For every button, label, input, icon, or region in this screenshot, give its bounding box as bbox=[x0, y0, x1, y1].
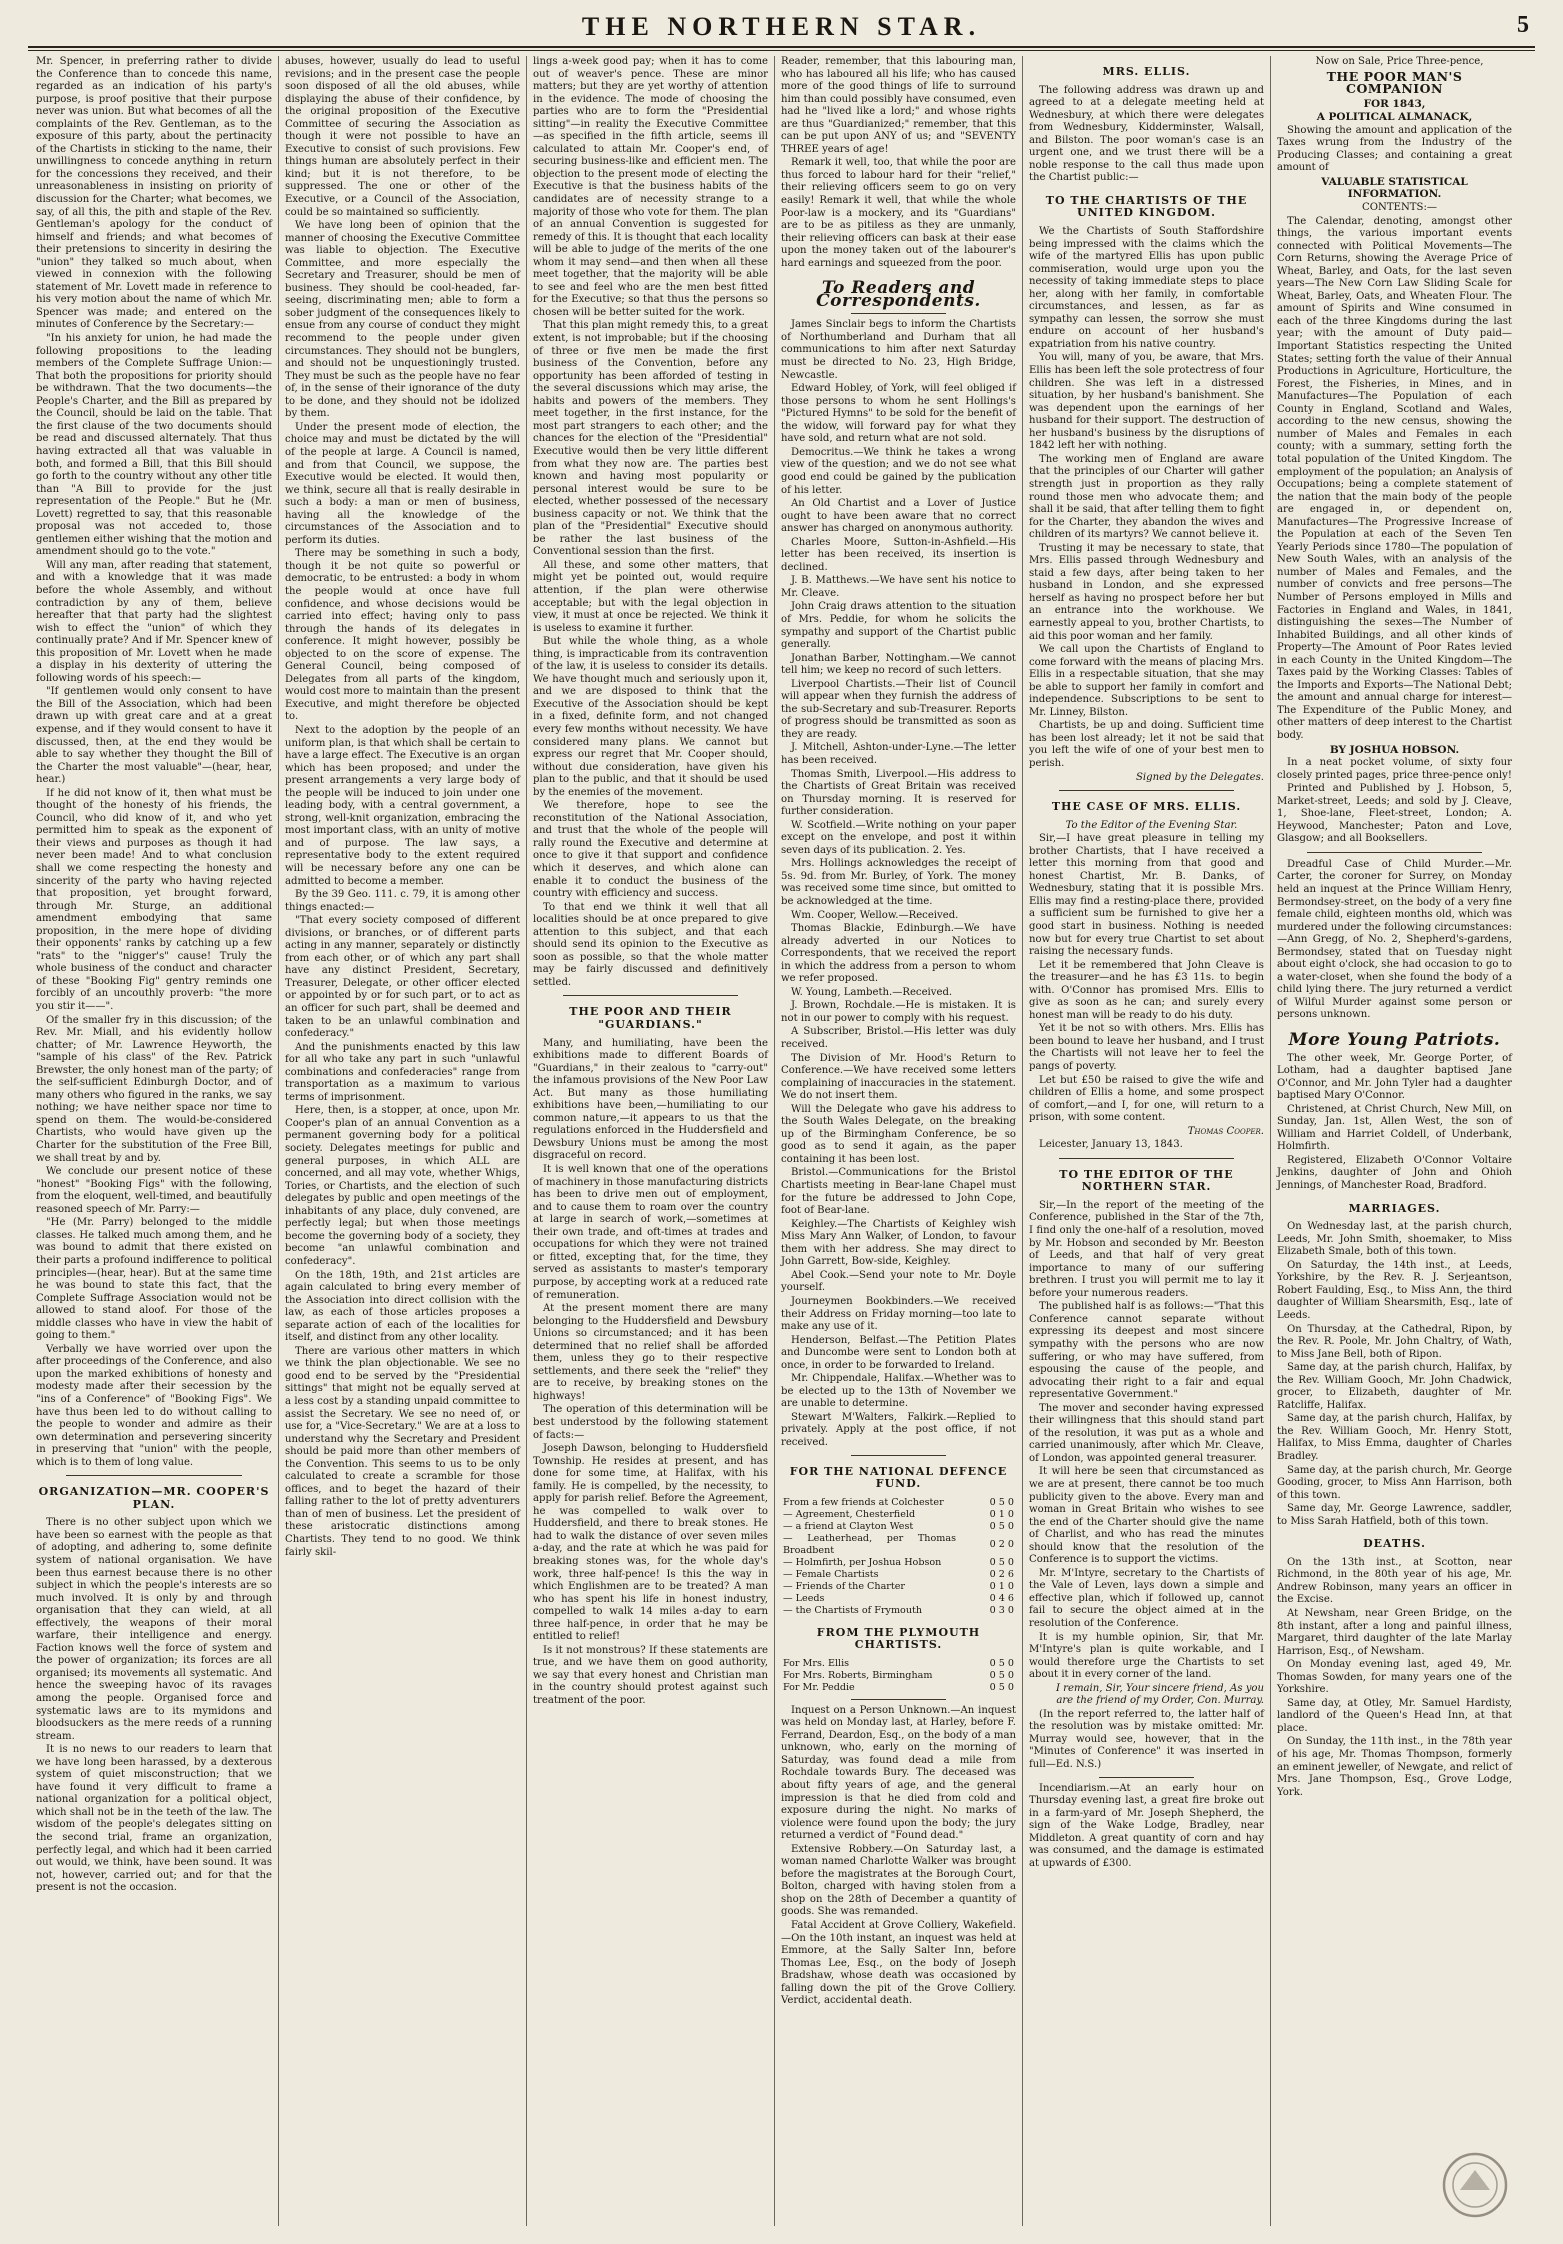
fund-row bbox=[781, 1509, 1016, 1521]
article-text: At the present moment there are many belonging to the Huddersfield and Dewsbury Unions so circumstanced; and it has been determined that no relief shall be afforded them, unless they go to their respective settlements, and there seek the "relief" they are to receive, by breaking stones on the highways! bbox=[533, 1303, 768, 1402]
columns bbox=[30, 56, 1533, 2226]
article-quote: "He (Mr. Parry) belonged to the middle classes. He talked much among them, and he was bound to admit that there existed on their parts a profound indifference to political principles—(hear, hear). But at the same time he was bound to state this fact, that the Complete Suffrage Association would not be allowed to stand aloof. For those of the middle classes who have in view the habit of going to them." bbox=[36, 1217, 272, 1342]
article-text: The operation of this determination will be best understood by the following statement of facts:— bbox=[533, 1404, 768, 1441]
column-3 bbox=[526, 56, 774, 2226]
fund-donor: For Mrs. Roberts, Birmingham bbox=[783, 1669, 933, 1681]
ad-intro: Now on Sale, Price Three-pence, bbox=[1315, 56, 1484, 67]
fund-row bbox=[781, 1670, 1016, 1682]
section-divider bbox=[851, 1699, 946, 1700]
notice: J. Brown, Rochdale.—He is mistaken. It is not in our power to comply with his request. bbox=[781, 1000, 1016, 1024]
library-stamp-icon bbox=[1440, 2150, 1510, 2220]
section-divider bbox=[1099, 1777, 1194, 1778]
article-quote: "If gentlemen would only consent to have the Bill of the Association, which had been drawn up with great care and at a great expense, and if they would consent to have it discussed, then, at the end they would be able to say whether they thought the Bill of the Charter the most valuable"—(hear, hear, hear.) bbox=[36, 686, 272, 786]
marriage-notice: Same day, at the parish church, Halifax, by the Rev. William Gooch, Mr. John Chadwick, grocer, to Elizabeth, daughter of Mr. Ratcliffe, Halifax. bbox=[1277, 1362, 1512, 1411]
ad-contents-label: CONTENTS:— bbox=[1362, 202, 1437, 214]
notice: Democritus.—We think he takes a wrong view of the question; and we do not see what good end could be gained by the publication of his letter. bbox=[781, 446, 1016, 496]
ad-body: The Calendar, denoting, amongst other things, the various important events connected with Political Movements—The Corn Returns, showing the Average Price of Wheat, Barley, and Oats, for the last seven years—The New Corn Law Sliding Scale for Wheat, Barley, Oats, and Wheaten Flour. The amount of Spirits and Wine consumed in each of the three Kingdoms during the last year; with the amount of Duty paid—Important Statistics respecting the United States; setting forth the value of their Annual Productions in Agriculture, Horticulture, the Forest, the Fisheries, in Mines, and in Manufactures—The Population of each County in England, Scotland and Wales, according to the new census, showing the number of Males and Females in each county; with a summary, setting forth the total population of the United Kingdom. The employment of the population; an Analysis of Occupations; being a complete statement of the nation that the main body of the people are engaged in, or dependent on, Manufactures—The Progressive Increase of the Population at each of the Seven Ten Yearly Periods since 1780—The population of New South Wales, with an analysis of the number of Males and Females, and the number of convicts and free persons—The Number of Persons employed in Mills and Factories in England and Wales, in 1841, distinguishing the sexes—The Number of Inhabited Buildings, and all other kinds of Property—The Amount of Poor Rates levied in each County in the United Kingdom—The Taxes paid by the Working Classes: Tables of the Imports and Exports—The National Debt; the amount and annual charge for interest—The Expenditure of the Public Money, and other matters of deep interest to the Chartist body. bbox=[1277, 215, 1512, 741]
article-text: Next to the adoption by the people of an uniform plan, is that which shall be certain to have a large effect. The Executive is an organ which has been proposed; and under the present arrangements a very large body of the people will be induced to join under one leading body, with a central government, a strong, well-knit organization, embracing the most important class, with an unity of motive and of purpose. The law says, a representative body to the extent required will be necessary before any one can be admitted to become a member. bbox=[285, 724, 520, 887]
fund-amount: 0 1 0 bbox=[989, 1508, 1014, 1520]
fund-donor: For Mrs. Ellis bbox=[783, 1657, 850, 1669]
headline-poor-guardians: THE POOR AND THEIR "GUARDIANS." bbox=[569, 1005, 732, 1032]
notice: Abel Cook.—Send your note to Mr. Doyle yourself. bbox=[781, 1269, 1016, 1294]
section-divider bbox=[851, 1455, 946, 1456]
death-notice: At Newsham, near Green Bridge, on the 8th instant, after a long and painful illness, Margaret, third daughter of the late Marlay Harrison, Esq., of Newsham. bbox=[1277, 1607, 1512, 1657]
article-text: Many, and humiliating, have been the exhibitions made to different Boards of "Guardians," in their zealous to "carry-out" the infamous provisions of the New Poor Law Act. But many as those humiliating exhibitions have been,—humiliating to our common nature,—it appears to us that the regulations enforced in the Huddersfield and Dewsbury Unions must be among the most disgraceful on record. bbox=[533, 1037, 768, 1162]
newspaper-title: THE NORTHERN STAR. bbox=[581, 12, 982, 41]
fund-amount: 0 4 6 bbox=[989, 1592, 1014, 1604]
article-text: But while the whole thing, as a whole thing, is impracticable from its contravention of the law, it is useless to consider its details. We have thought much and seriously upon it, and we are disposed to think that the Executive of the Association should be kept in a fixed, definite form, and not changed every few months without necessity. We have considered many plans. We cannot but express our regret that Mr. Cooper should, without due consideration, have given his plan to the public, and that it should be used by the enemies of the movement. bbox=[533, 636, 768, 798]
article-quote: "In his anxiety for union, he had made the following propositions to the leading members of the Complete Suffrage Union:—That both the propositions for priority should be withdrawn. That the two documents—the People's Charter, and the Bill as prepared by the Council, should be laid on the table. That the first clause of the two documents should be read and discussed alternately. That thus having extracted all that was valuable in both, and formed a Bill, that this Bill should go forth to the country without any other title than "A Bill to provide for the just representation of the People." But he (Mr. Lovett) regretted to say, that this reasonable proposal was not acceded to, those gentlemen either wishing that the motion and amendment should go to the vote." bbox=[36, 333, 272, 558]
fund-row bbox=[781, 1557, 1016, 1569]
article-text: Here, then, is a stopper, at once, upon Mr. Cooper's plan of an annual Convention as a permanent governing body for a political society. Delegates meetings for public and general purposes, in which ALL are concerned, and all may vote, whether Whigs, Tories, or Chartists, and the election of such delegates by public and open meetings of the inhabitants of any place, duly convened, are perfectly legal; but when those meetings become the governing body of a society, they become "an unlawful combination and confederacy". bbox=[285, 1105, 520, 1267]
letter-text: Sir,—I have great pleasure in telling my brother Chartists, that I have received a letter this morning from that good and honest Chartist, Mr. B. Danks, of Wednesbury, stating that it is possible Mrs. Ellis may find a resting-place there, provided a sufficient sum be furnished to give her a good start in business. Nothing is needed now but for every true Chartist to set about raising the necessary funds. bbox=[1029, 833, 1264, 958]
article-text: Verbally we have worried over upon the after proceedings of the Conference, and also upon the marked exhibitions of honesty and modesty made after their secession by the "ins of a Conference" of "Booking Figs". We have thus been led to do without calling to the people to wonder and admire as their own determination and persevering sincerity in preserving that "union" with the people, which is to them of long value. bbox=[36, 1343, 272, 1468]
headline-deaths: DEATHS. bbox=[1363, 1537, 1426, 1551]
section-divider bbox=[1059, 790, 1234, 791]
notice: Charles Moore, Sutton-in-Ashfield.—His letter has been received, its insertion is declined. bbox=[781, 536, 1016, 573]
article-text: If he did not know of it, then what must be thought of the honesty of his friends, the Council, who did know of it, and who yet permitted him to speak as the exponent of their views and purposes as though it had never been made! And to what conclusion shall we come respecting the honesty and sincerity of the party who having rejected that proposition, yet brought forward, through Mr. Sturge, an additional amendment embodying that same proposition, in the mere hope of dividing their opponents' ranks by catching up a few "rats" to the "nigger's" cause! Truly the whole business of the conduct and character of these "Booking Fig" gentry reminds one forcibly of an uncouthly proverb: "the more you stir it——". bbox=[36, 787, 272, 1013]
news-item: Dreadful Case of Child Murder.—Mr. Carter, the coroner for Surrey, on Monday held an inquest at the Prince William Henry, Bermondsey-street, on the body of a very fine female child, eighteen months old, which was murdered under the following circumstances:—Ann Gregg, of No. 2, Shepherd's-gardens, Bermondsey, stated that on Tuesday night about eight o'clock, she had occasion to go to a water-closet, when she found the body of a child lying there. The jury returned a verdict of Wilful Murder against some person or persons unknown. bbox=[1277, 858, 1512, 1021]
notice: Edward Hobley, of York, will feel obliged if those persons to whom he sent Hollings's "Pictured Hymns" to be sold for the benefit of the widow, will forward pay for what they have sold, and return what are not sold. bbox=[781, 383, 1016, 445]
headline-marriages: MARRIAGES. bbox=[1348, 1201, 1441, 1215]
ad-subtitle: A POLITICAL ALMANACK, bbox=[1316, 111, 1473, 124]
notice: J. Mitchell, Ashton-under-Lyne.—The letter has been received. bbox=[781, 742, 1016, 766]
notice: The other week, Mr. George Porter, of Lotham, had a daughter baptised Jane O'Connor, and Mr. John Tyler had a daughter baptised Mary O'Connor. bbox=[1277, 1052, 1512, 1102]
ad-description: Showing the amount and application of the Taxes wrung from the Industry of the Producing Classes; and containing a great amount of bbox=[1277, 124, 1512, 174]
notice: Thomas Smith, Liverpool.—His address to the Chartists of Great Britain was received on Thursday morning. It is reserved for further consideration. bbox=[781, 768, 1016, 818]
letter-text: The published half is as follows:—"That this Conference cannot separate without expressing its deepest and most sincere sympathy with the persons who are now suffering, or who may have suffered, from espousing the cause of the people, and advocating their right to a fair and equal representative Government." bbox=[1029, 1301, 1264, 1401]
fund-amount: 0 5 0 bbox=[989, 1669, 1014, 1681]
letter-heading: TO THE EDITOR OF THE NORTHERN STAR. bbox=[1059, 1167, 1234, 1194]
article-text: Trusting it may be necessary to state, that Mrs. Ellis passed through Wednesbury and staid a few days, after being taken to her husband in London, and she expressed herself as having no prospect before her but an entrance into the workhouse. We earnestly appeal to you, brother Chartists, to aid this poor woman and her family. bbox=[1029, 542, 1264, 642]
fund-row bbox=[781, 1593, 1016, 1605]
headline-correspondents: To Readers and Correspondents. bbox=[816, 278, 981, 311]
article-text: Chartists, be up and doing. Sufficient time has been lost already; let it not be said that you left the wife of one of your best men to perish. bbox=[1029, 720, 1264, 769]
notice: Registered, Elizabeth O'Connor Voltaire Jenkins, daughter of John and Ohioh Jennings, of Manchester Road, Bradford. bbox=[1277, 1154, 1512, 1192]
article-text: And the punishments enacted by this law for all who take any part in such "unlawful combinations and confederacies" range from transportation as a maximum to various terms of imprisonment. bbox=[285, 1041, 520, 1103]
news-item: Extensive Robbery.—On Saturday last, a woman named Charlotte Walker was brought before the magistrates at the Borough Court, Bolton, charged with having stolen from a shop on the 28th of December a quantity of goods. She was remanded. bbox=[781, 1843, 1016, 1918]
fund-row bbox=[781, 1497, 1016, 1509]
column-1 bbox=[30, 56, 278, 2226]
headline-mrs-ellis: MRS. ELLIS. bbox=[1102, 65, 1191, 78]
article-text: That this plan might remedy this, to a great extent, is not improbable; but if the choosing of three or five men be made the first business of the Convention, before any opportunity has been afforded of testing in the several discussions which may arise, the habits and powers of the members. They meet together, in the first instance, for the most part strangers to each other; and the chances for the election of the "Presidential" Executive would then be very little different from what they now are. The parties best known and having most popularity or personal interest would be sure to be elected, whether possessed of the necessary business capacity or not. We think that the plan of the "Presidential" Executive should be rather the last business of the Conventional session than the first. bbox=[533, 320, 768, 558]
article-text: Will any man, after reading that statement, and with a knowledge that it was made before the whole Assembly, and without contradiction by any of them, believe hereafter that that party had the slightest wish to effect the "union" of which they continually prate? And if Mr. Spencer knew of this proposition of Mr. Lovett when he made a display in his dexterity of uttering the following words of his speech:— bbox=[36, 559, 272, 684]
ad-year: FOR 1843, bbox=[1363, 97, 1426, 110]
article-text: We call upon the Chartists of England to come forward with the means of placing Mrs. Ellis in a respectable situation, that she may be able to support her family in comfort and independence. Subscriptions to be sent to Mr. Linney, Bilston. bbox=[1029, 644, 1264, 718]
editor-note: (In the report referred to, the latter half of the resolution was by mistake omitted: Mr. Murray would see, however, that in the "Minutes of Conference" it was inserted in full—Ed. N.S.) bbox=[1029, 1708, 1264, 1770]
news-item: Inquest on a Person Unknown.—An inquest was held on Monday last, at Harley, before F. Ferrand, Deardon, Esq., on the body of a man unknown, who, early on the morning of Saturday, was found dead a mile from Rochdale towards Bury. The deceased was about fifty years of age, and the general impression is that he died from cold and exposure during the night. No marks of violence were found upon the body; the jury returned a verdict of "Found dead." bbox=[781, 1704, 1016, 1842]
article-text: We the Chartists of South Staffordshire being impressed with the claims which the wife of the martyred Ellis has upon public commiseration, would urge upon you the necessity of taking immediate steps to place her, along with her family, in comfortable circumstances, and lessen, as far as sympathy can lessen, the sorrow she must endure on account of her husband's expatriation from his native country. bbox=[1029, 226, 1264, 350]
fund-row bbox=[781, 1605, 1016, 1617]
notice: Henderson, Belfast.—The Petition Plates and Duncombe were sent to London both at once, in order to be forwarded to Ireland. bbox=[781, 1334, 1016, 1371]
article-text: lings a-week good pay; when it has to come out of weaver's pence. These are minor matters; but they are yet worthy of attention in the evidence. The mode of choosing the parties who are to form the "Presidential sitting"—in reality the Executive Committee—as specified in the fifth article, seems ill calculated to attain Mr. Cooper's end, of securing business-like and efficient men. The objection to the present mode of electing the Executive is that the business habits of the candidates are of necessity strange to a majority of those who vote for them. The plan of an annual Convention is suggested for remedy of this. It is thought that each locality will be able to judge of the merits of the one whom it may send—and then when all these meet together, that the majority will be able to see and feel who are the men best fitted for the Executive; so that thus the persons so chosen will be better suited for the work. bbox=[533, 56, 768, 318]
fund-donor: — Holmfirth, per Joshua Hobson bbox=[783, 1556, 942, 1568]
notice: John Craig draws attention to the situation of Mrs. Peddie, for whom he solicits the sympathy and support of the Chartist public generally. bbox=[781, 601, 1016, 651]
article-text: There is no other subject upon which we have been so earnest with the people as that of adopting, and adhering to, some definite system of national organisation. We have been thus earnest because there is no other subject in which the people's interests are so much involved. It is only by and through organisation that they can wield, at all effectively, the weapons of their moral warfare, their intelligence and energy. Faction knows well the force of system and the power of organization; its forces are all organised; its movements all systematic. And hence the sweeping havoc of its ravages among the people. Organised force and systematic laws are to its mymidons and bloodsuckers as the mere reeds of a running stream. bbox=[36, 1517, 272, 1742]
marriage-notice: Same day, at the parish church, Mr. George Gooding, grocer, to Miss Ann Harrison, both of this town. bbox=[1277, 1464, 1512, 1501]
marriage-notice: On Thursday, at the Cathedral, Ripon, by the Rev. R. Poole, Mr. John Chaltry, of Wath, to Miss Jane Bell, both of Ripon. bbox=[1277, 1323, 1512, 1360]
notice: W. Young, Lambeth.—Received. bbox=[791, 986, 953, 998]
fund-row bbox=[781, 1533, 1016, 1557]
fund-row bbox=[781, 1682, 1016, 1694]
article-text: Is it not monstrous? If these statements are true, and we have them on good authority, we say that every honest and Christian man in the country should protest against such treatment of the poor. bbox=[533, 1644, 768, 1706]
fund-row bbox=[781, 1658, 1016, 1670]
signature: I remain, Sir, Your sincere friend, As you are the friend of my Order, Con. Murray. bbox=[1055, 1682, 1264, 1707]
notice: J. B. Matthews.—We have sent his notice to Mr. Cleave. bbox=[781, 575, 1016, 599]
article-text: You will, many of you, be aware, that Mrs. Ellis has been left the sole protectress of four children. She was left in a distressed situation, by her husband's banishment. She was dependent upon the earnings of her husband for their support. The destruction of her husband's business by the disruptions of 1842 left her with nothing. bbox=[1029, 352, 1264, 452]
notice: Stewart M'Walters, Falkirk.—Replied to privately. Apply at the post office, if not received. bbox=[781, 1411, 1016, 1448]
notice: A Subscriber, Bristol.—His letter was duly received. bbox=[781, 1026, 1016, 1051]
letter-salutation: To the Editor of the Evening Star. bbox=[1065, 819, 1238, 831]
article-text: abuses, however, usually do lead to useful revisions; and in the present case the people soon disposed of all the old abuses, while displaying the abuse of their confidence, by the original proposition of the Executive Committee of securing the Association as though it were not possible to have an Executive to consist of such provisions. Few things human are absolutely perfect in their kind; but it is not therefore, to be suppressed. The one or other of the Executive, or a Council of the Association, could be so maintained so sufficiently. bbox=[285, 56, 520, 218]
dateline: Leicester, January 13, 1843. bbox=[1039, 1139, 1183, 1151]
article-text: Remark it well, too, that while the poor are thus forced to labour hard for their "relief," their relieving officers seem to go on very easily! Remark it well, that while the whole Poor-law is a mockery, and its "Guardians" are to be as pitiless as they are unmanly, their relieving officers can bask at their ease upon the money taken out of the labourer's hard earnings and squeezed from the poor. bbox=[781, 157, 1016, 269]
notice: Bristol.—Communications for the Bristol Chartists meeting in Bear-lane Chapel must for the future be addressed to John Cope, foot of Bear-lane. bbox=[781, 1167, 1016, 1217]
notice: Christened, at Christ Church, New Mill, on Sunday, Jan. 1st, Allen West, the son of William and Harriet Coldell, of Underbank, Holmfirth. bbox=[1277, 1103, 1512, 1153]
letter-text: Let but £50 be raised to give the wife and children of Ellis a home, and some prospect of comfort,—and I, for one, will return to a prison, with some content. bbox=[1029, 1074, 1264, 1124]
marriage-notice: Same day, Mr. George Lawrence, saddler, to Miss Sarah Hatfield, both of this town. bbox=[1277, 1503, 1512, 1527]
death-notice: On the 13th inst., at Scotton, near Richmond, in the 80th year of his age, Mr. Andrew Robinson, many years an officer in the Excise. bbox=[1277, 1556, 1512, 1606]
column-4 bbox=[774, 56, 1022, 2226]
fund-donor: — Agreement, Chesterfield bbox=[783, 1508, 916, 1520]
ad-title: THE POOR MAN'S COMPANION bbox=[1326, 68, 1463, 97]
masthead bbox=[28, 10, 1535, 48]
fund-amount: 0 5 0 bbox=[989, 1657, 1014, 1669]
fund-donor: — Leeds bbox=[783, 1592, 825, 1604]
article-text: It is well known that one of the operations of machinery in those manufacturing districts has been to drive men out of employment, and to cause them to roam over the country at large in search of work,—sometimes at their own trade, and oft-times at trades and occupations for which they were not trained or fitted, excepting that, for the time, they served as assistants to master's temporary purpose, by accepting work at a reduced rate of remuneration. bbox=[533, 1164, 768, 1301]
article-text: Of the smaller fry in this discussion; of the Rev. Mr. Miall, and his evidently hollow chatter; of Mr. Lawrence Heyworth, the "sample of his class" of the Rev. Patrick Brewster, the only honest man of the party; of the self-sufficient Edinburgh Doctor, and of many others who figured in the ranks, we say nothing; we have neither space nor time to spend on them. The would-be-considered Chartists, who would have given up the Charter for the substitution of the Free Bill, we shall treat by and by. bbox=[36, 1014, 272, 1164]
column-5 bbox=[1022, 56, 1270, 2226]
article-text: There may be something in such a body, though it be not quite so powerful or democratic, to be entrusted: a body in whom the people would at once have full confidence, and whose decisions would be carried into effect; having only to pass through the hands of its delegates in conference. It might however, possibly be objected to on the score of expense. The General Council, being composed of Delegates from all parts of the kingdom, would cost more to maintain than the present Executive, and might therefore be objected to. bbox=[285, 548, 520, 723]
fund-row bbox=[781, 1581, 1016, 1593]
news-item: Incendiarism.—At an early hour on Thursday evening last, a great fire broke out in a farm-yard of Mr. Joseph Shepherd, the sign of the Wake Lodge, Bradley, near Middleton. A great quantity of corn and hay was consumed, and the damage is estimated at upwards of £300. bbox=[1029, 1782, 1264, 1869]
fund-amount: 0 5 0 bbox=[989, 1520, 1014, 1532]
column-2 bbox=[278, 56, 526, 2226]
notice: Keighley.—The Chartists of Keighley wish Miss Mary Ann Walker, of London, to favour them with her address. She may direct to John Garrett, Bow-side, Keighley. bbox=[781, 1218, 1016, 1268]
death-notice: On Monday evening last, aged 49, Mr. Thomas Sowden, for many years one of the Yorkshire. bbox=[1277, 1659, 1512, 1696]
letter-text: Yet it be not so with others. Mrs. Ellis has been bound to leave her husband, and I trust the Chartists will not leave her to feel the pangs of poverty. bbox=[1029, 1023, 1264, 1073]
section-divider bbox=[66, 1475, 242, 1476]
notice: Jonathan Barber, Nottingham.—We cannot tell him; we keep no record of such letters. bbox=[781, 652, 1016, 677]
fund-donor: — Leatherhead, per Thomas Broadbent bbox=[783, 1532, 956, 1556]
fund-donor: — Friends of the Charter bbox=[783, 1580, 906, 1592]
ad-note: In a neat pocket volume, of sixty four closely printed pages, price three-pence only! bbox=[1277, 757, 1512, 781]
notice: Journeymen Bookbinders.—We received their Address on Friday morning—too late to make any use of it. bbox=[781, 1295, 1016, 1333]
letter-text: The mover and seconder having expressed their willingness that this should stand part of the resolution, it was put as a whole and carried unanimously, after which Mr. Cleave, of London, was appointed general treasurer. bbox=[1029, 1402, 1264, 1464]
article-text: We have long been of opinion that the manner of choosing the Executive Committee was liable to objection. The Executive Committee, and more especially the Secretary and Treasurer, should be men of business. They should be cool-headed, far-seeing, discriminating men; able to form a sober judgment of the consequences likely to ensue from any course of conduct they might recommend to the people under given circumstances. They should not be bunglers, and should not be unquestioningly trusted. They must be such as the people have no fear of, in the sense of their ignorance of the duty to be done, and they should not be idolized by them. bbox=[285, 220, 520, 420]
letter-text: It is my humble opinion, Sir, that Mr. M'Intyre's plan is quite workable, and I would therefore urge the Chartists to set about it in every corner of the land. bbox=[1029, 1631, 1264, 1681]
fund-donor: From a few friends at Colchester bbox=[783, 1496, 944, 1508]
fund-row bbox=[781, 1569, 1016, 1581]
ad-publisher: Printed and Published by J. Hobson, 5, Market-street, Leeds; and sold by J. Cleave, 1, Shoe-lane, Fleet-street, London; A. Heywood, Manchester; Paton and Love, Glasgow; and all Booksellers. bbox=[1277, 783, 1512, 845]
headline-organization: ORGANIZATION—MR. COOPER'S PLAN. bbox=[38, 1485, 270, 1511]
fund-donor: — the Chartists of Frymouth bbox=[783, 1604, 923, 1616]
ad-author: BY JOSHUA HOBSON. bbox=[1329, 743, 1460, 756]
marriage-notice: Same day, at the parish church, Halifax, by the Rev. William Gooch, Mr. Henry Stott, Halifax, to Miss Emma, daughter of Charles Bradley. bbox=[1277, 1413, 1512, 1462]
headline-young-patriots: More Young Patriots. bbox=[1288, 1030, 1501, 1051]
article-text: On the 18th, 19th, and 21st articles are again calculated to bring every member of the Association into direct collision with the law, as each of those articles proposes a separate action of each of the localities for itself, and distinct from any other locality. bbox=[285, 1269, 520, 1344]
letter-text: Let it be remembered that John Cleave is the treasurer—and he has £3 11s. to begin with. O'Connor has promised Mrs. Ellis to give as soon as he can; and surely every honest man will be ready to do his duty. bbox=[1029, 959, 1264, 1021]
marriage-notice: On Saturday, the 14th inst., at Leeds, Yorkshire, by the Rev. R. J. Serjeantson, Robert Faulding, Esq., to Miss Ann, the third daughter of William Shearsmith, Esq., late of Leeds. bbox=[1277, 1259, 1512, 1321]
fund-heading: FOR THE NATIONAL DEFENCE FUND. bbox=[789, 1464, 1008, 1491]
article-text: The following address was drawn up and agreed to at a delegate meeting held at Wednesbury, at which there were delegates from Wednesbury, Kidderminster, Walsall, and Bilston. The poor woman's case is an urgent one, and we trust there will be a noble response to the call thus made upon the Chartist public:— bbox=[1029, 84, 1264, 184]
fund-donor: — a friend at Clayton West bbox=[783, 1520, 914, 1532]
article-text: We therefore, hope to see the reconstitution of the National Association, and trust that the whole of the people will rally round the Executive and determine at once to give it that support and confidence which it deserves, and which alone can enable it to conduct the business of the country with efficiency and success. bbox=[533, 800, 768, 900]
article-text: There are various other matters in which we think the plan objectionable. We see no good end to be served by the "Presidential sittings" that might not be equally served at a less cost by a standing unpaid committee to assist the Secretary. We see no need of, or use for, a "Vice-Secretary." We are at a loss to understand why the Secretary and President should be paid more than other members of the Convention. This seems to us to be only calculated to create a scramble for those offices, and to beget the hazard of their falling rather to the lot of pretty adventurers than of men of business. Let the president of these aristocratic distinctions among Chartists. They tend to no good. We think fairly skil- bbox=[285, 1345, 520, 1558]
section-divider bbox=[851, 313, 946, 314]
section-divider bbox=[1059, 1158, 1234, 1159]
signature: Thomas Cooper. bbox=[1187, 1125, 1264, 1137]
fund-amount: 0 2 0 bbox=[989, 1538, 1014, 1550]
notice: Will the Delegate who gave his address to the South Wales Delegate, on the breaking up of the Birmingham Conference, be so good as to send it again, as the paper containing it has been lost. bbox=[781, 1103, 1016, 1165]
article-text: Joseph Dawson, belonging to Huddersfield Township. He resides at present, and has done for some time, at Halifax, with his family. He is compelled, by the necessity, to apply for parish relief. Before the Agreement, he was compelled to walk over to Huddersfield, and there to break stones. He had to walk the distance of over seven miles a-day, and the rate at which he was paid for breaking stones was, for the whole day's work, three half-pence! Is this the way in which Englishmen are to be treated? A man who has spent his life in honest industry, compelled to walk 14 miles a-day to earn three half-pence, in order that he may be entitled to relief! bbox=[533, 1443, 768, 1643]
fund-amount: 0 3 0 bbox=[989, 1604, 1014, 1616]
fund-amount: 0 5 0 bbox=[989, 1681, 1014, 1693]
fund-amount: 0 5 0 bbox=[989, 1556, 1014, 1568]
notice: Mr. Chippendale, Halifax.—Whether was to be elected up to the 13th of November we are unable to determine. bbox=[781, 1373, 1016, 1410]
notice: Wm. Cooper, Wellow.—Received. bbox=[791, 909, 959, 921]
headline-case-mrs-ellis: THE CASE OF MRS. ELLIS. bbox=[1051, 800, 1242, 814]
death-notice: On Sunday, the 11th inst., in the 78th year of his age, Mr. Thomas Thompson, formerly an eminent jeweller, of Newgate, and relict of Mrs. Jane Thompson, Esq., Grove Lodge, York. bbox=[1277, 1736, 1512, 1798]
ad-subtitle-2: VALUABLE STATISTICAL INFORMATION. bbox=[1321, 175, 1468, 201]
notice: James Sinclair begs to inform the Chartists of Northumberland and Durham that all communications to him after next Saturday must be directed to No. 23, High Bridge, Newcastle. bbox=[781, 319, 1016, 381]
article-text: Under the present mode of election, the choice may and must be dictated by the will of the people at large. A Council is named, and from that Council, we suppose, the Executive would be elected. It would then, we think, secure all that is really desirable in such a body: a man or men of business, having all the knowledge of the circumstances of the Association and to perform its duties. bbox=[285, 421, 520, 546]
letter-text: Sir,—In the report of the meeting of the Conference, published in the Star of the 7th, I find only the one-half of a resolution, moved by Mr. Hobson and seconded by Mr. Beeston of Leeds, and that half of very great importance to many of our suffering brethren. I trust you will permit me to lay it before your numerous readers. bbox=[1029, 1199, 1264, 1299]
masthead-rule bbox=[28, 50, 1535, 51]
notice: W. Scotfield.—Write nothing on your paper except on the envelope, and post it within seven days of its publication. 2. Yes. bbox=[781, 819, 1016, 856]
article-text: The working men of England are aware that the principles of our Charter will gather strength just in proportion as they rally round those men who advocate them; and shall it be said, that after telling them to fight for the Charter, they abandon the wives and children of its martyrs? We cannot believe it. bbox=[1029, 453, 1264, 541]
marriage-notice: On Wednesday last, at the parish church, Leeds, Mr. John Smith, shoemaker, to Miss Elizabeth Smale, both of this town. bbox=[1277, 1221, 1512, 1258]
letter-text: Mr. M'Intyre, secretary to the Chartists of the Vale of Leven, lays down a simple and effective plan, which if followed up, cannot fail to secure the object aimed at in the resolution of the Conference. bbox=[1029, 1567, 1264, 1629]
address-heading: TO THE CHARTISTS OF THE UNITED KINGDOM. bbox=[1045, 193, 1248, 220]
notice: Mrs. Hollings acknowledges the receipt of 5s. 9d. from Mr. Burley, of York. The money was received some time since, but omitted to be acknowledged at the time. bbox=[781, 858, 1016, 907]
letter-text: It will here be seen that circumstanced as we are at present, there cannot be too much publicity given to the above. Every man and woman in Great Britain who wishes to see the end of the Charter should give the name of Charlist, and who has read the minutes should know that the resolution of the Conference is to support the victims. bbox=[1029, 1466, 1264, 1566]
article-text: Mr. Spencer, in preferring rather to divide the Conference than to concede this name, regarded as an indication of his party's purpose, is proof positive that their purpose never was union. But what becomes of all the complaints of the Rev. Gentleman, as to the exposure of this party, about the pertinacity of the Chartists in sticking to the name, their unwillingness to concede anything in return for the concessions they received, and their unreasonableness in insisting on priority of discussion for the Charter; what becomes, we say, of all this, the pith and staple of the Rev. Gentleman's apology for the conduct of himself and friends; and what becomes of their pretensions to sincerity in desiring the "union" they talked so much about, when viewed in connexion with the following statement of Mr. Lovett made in reference to his very motion about the name of which Mr. Spencer was made; and entered on the minutes of Conference by the Secretary:— bbox=[36, 56, 272, 331]
section-divider bbox=[1307, 852, 1482, 853]
article-text: It is no news to our readers to learn that we have long been harassed, by a dexterous system of quiet misconstruction; that we have found it very difficult to frame a national organization for a political object, which shall not be in the teeth of the law. The wisdom of the people's delegates sitting on the second trial, frame an organization, perfectly legal, and which had it been carried out would, we think, have been sound. It was not, however, carried out; and for that the present is not the occasion. bbox=[36, 1744, 272, 1894]
fund2-table bbox=[781, 1658, 1016, 1694]
page-number: 5 bbox=[1517, 12, 1529, 38]
article-quote: "That every society composed of different divisions, or branches, or of different parts acting in any manner, separately or distinctly from each other, or of which any part shall have any distinct President, Secretary, Treasurer, Delegate, or other officer elected or appointed by or for such part, or to act as an officer for such part, shall be deemed and taken to be an unlawful combination and confederacy." bbox=[285, 915, 520, 1040]
fund-donor: For Mr. Peddie bbox=[783, 1681, 855, 1693]
notice: Thomas Blackie, Edinburgh.—We have already adverted in our Notices to Correspondents, that we received the report in which the address from a person to whom we refer proposed. bbox=[781, 923, 1016, 985]
article-text: We conclude our present notice of these "honest" "Booking Figs" with the following, from the eloquent, well-timed, and beautifully reasoned speech of Mr. Parry:— bbox=[36, 1166, 272, 1215]
news-item: Fatal Accident at Grove Colliery, Wakefield.—On the 10th instant, an inquest was held at Emmore, at the Sally Salter Inn, before Thomas Lee, Esq., on the body of Joseph Bradshaw, whose death was occasioned by falling down the pit of the Grove Colliery. Verdict, accidental death. bbox=[781, 1920, 1016, 2007]
fund-row bbox=[781, 1521, 1016, 1533]
column-6 bbox=[1270, 56, 1518, 2226]
notice: Liverpool Chartists.—Their list of Council will appear when they furnish the address of the sub-Secretary and sub-Treasurer. Reports of progress should be transmitted as soon as they are ready. bbox=[781, 678, 1016, 740]
article-text: By the 39 Geo. 111. c. 79, it is among other things enacted:— bbox=[285, 889, 520, 913]
fund-amount: 0 5 0 bbox=[989, 1496, 1014, 1508]
article-text: Reader, remember, that this labouring man, who has laboured all his life; who has caused more of the good things of life to surround him than could possibly have consumed, even had he "lived like a lord;" and whose rights are thus "Guardianized;" remember, that this can be put upon ANY of us; and "SEVENTY THREE years of age! bbox=[781, 56, 1016, 155]
article-text: To that end we think it well that all localities should be at once prepared to give attention to this subject, and that each should send its opinion to the Executive as soon as possible, so that the whole matter may be fairly discussed and definitively settled. bbox=[533, 901, 768, 988]
fund-table bbox=[781, 1497, 1016, 1617]
death-notice: Same day, at Otley, Mr. Samuel Hardisty, landlord of the Queen's Head Inn, at that place. bbox=[1277, 1697, 1512, 1734]
fund-amount: 0 2 6 bbox=[989, 1568, 1014, 1580]
fund-amount: 0 1 0 bbox=[989, 1580, 1014, 1592]
notice: An Old Chartist and a Lover of Justice ought to have been aware that no correct answer has charged on anonymous authority. bbox=[781, 498, 1016, 535]
article-text: All these, and some other matters, that might yet be pointed out, would require attention, if the plan were otherwise acceptable; but with the legal objection in view, it must at once be rejected. We think it is useless to examine it further. bbox=[533, 559, 768, 634]
notice: The Division of Mr. Hood's Return to Conference.—We have received some letters complaining of inaccuracies in the statement. We do not insert them. bbox=[781, 1052, 1016, 1102]
signature: Signed by the Delegates. bbox=[1135, 771, 1264, 783]
fund-donor: — Female Chartists bbox=[783, 1568, 879, 1580]
section-divider bbox=[563, 995, 738, 996]
fund2-heading: FROM THE PLYMOUTH CHARTISTS. bbox=[816, 1625, 981, 1652]
